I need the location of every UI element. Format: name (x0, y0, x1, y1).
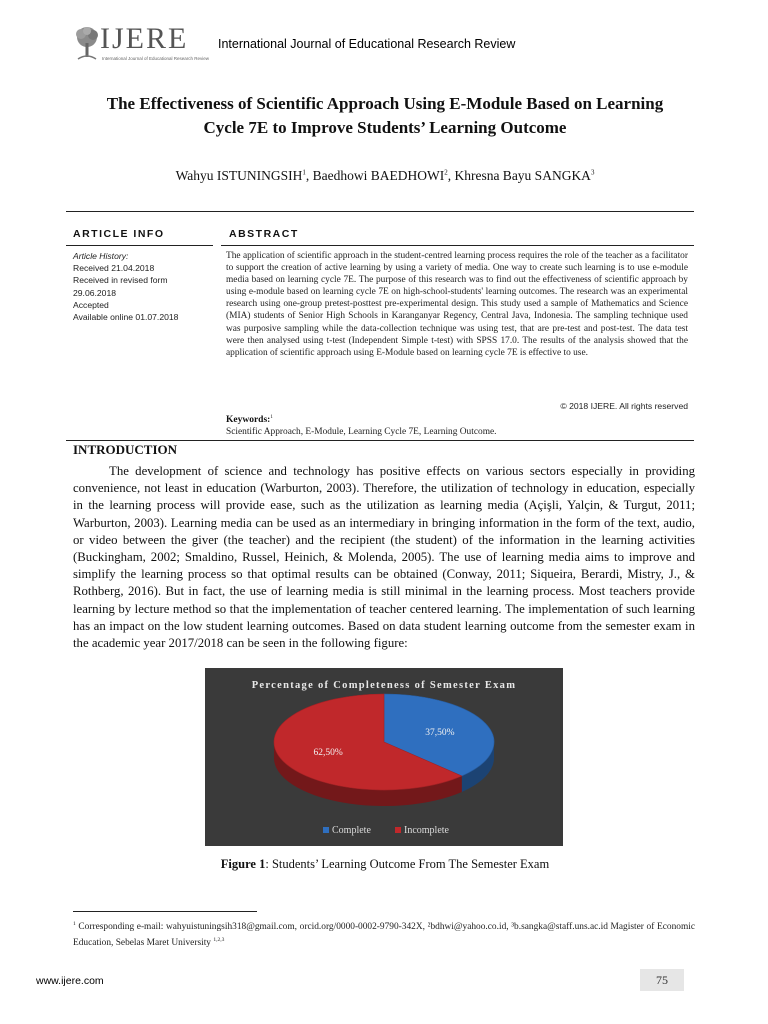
footnote-text: Corresponding e-mail: wahyuistuningsih318@gmail.com, orcid.org/0000-0002-9790-342X, ²bdhwi@yahoo.co.id, ³b.sangka@staff.uns.ac.id Magister of Economic Education, Sebelas Maret University (73, 922, 695, 948)
pie-data-label: 37,50% (425, 727, 455, 738)
author-sup: 1 (302, 168, 306, 177)
keywords-label: Keywords: (226, 415, 271, 426)
footnote-divider (73, 911, 257, 912)
legend-swatch (395, 827, 401, 833)
paper-title: The Effectiveness of Scientific Approach Using E-Module Based on Learning Cycle 7E to Improve Students’ Learning Outcome (106, 94, 664, 137)
keywords-text: Scientific Approach, E-Module, Learning Cycle 7E, Learning Outcome. (226, 427, 497, 437)
divider (221, 245, 694, 246)
author-name: Baedhowi BAEDHOWI (312, 168, 445, 183)
abstract-text: The application of scientific approach in the student-centred learning process requires the role of the teacher as a facilitator to support the creation of active learning by using a variety of media. One way to create such learning is to use e-module media based on learning cycle 7E. The purpose of this research was to find out the effectiveness of scientific approach by using e-module based on learning cycle 7E on high-school-students' learning outcomes. The research was an experimental research using one-group pretest-posttest pre-experimental design. This study used a sample of Mathematics and Science (MIA) students of Senior High Schools in Karanganyar Regency, Central Java, Indonesia. The sampling technique used was purposive sampling while the data-collection technique was using test, that are pre-test and post-test. The data test were then analysed using t-test (Independent Simple t-test) with SPSS 17.0. The results of the analysis showed that the application of scientific approach using E-Module based on learning cycle 7E is effective to use. (226, 251, 688, 358)
chart-title: Percentage of Completeness of Semester Exam (251, 680, 517, 691)
history-line: Accepted (73, 299, 109, 310)
introduction-paragraph: The development of science and technology has positive effects on various sectors especially in providing convenience, not least in education (Warburton, 2003). Therefore, the utilization of technology in education, especially in the learning process will provide ease, such as the utilization as learning media (Açişli, Yalçin, & Turgut, 2011; Warburton, 2003). Learning media can be used as an intermediary in bringing information in the form of the text, audio, or video between the giver (the teacher) and the recipient (the student) of the information in the learning activities (Buckingham, 2002; Smaldino, Russel, Heinich, & Molenda, 2005). The use of learning media aims to improve and simplify the learning process so that optimal results can be obtained (Conway, 2011; Siqueira, Berardi, Mistry, J., & Rothberg, 2016). But in fact, the use of learning media is still minimal in the learning process. Most teachers provide learning by lecture method so that the implementation of teacher centered learning. The implementation of such learning has an impact on the low student learning outcomes. Based on data student learning outcome from the semester exam in the academic year 2017/2018 can be seen in the following figure: (73, 464, 695, 651)
tree-logo-icon (72, 26, 102, 62)
page-number: 75 (640, 969, 684, 991)
article-history (73, 250, 218, 323)
keywords-heading (226, 415, 273, 425)
legend-swatch (323, 827, 329, 833)
article-info-heading: ARTICLE INFO (73, 228, 165, 240)
logo-text: IJERE (100, 22, 189, 55)
legend-label: Complete (332, 825, 371, 836)
pie-chart (205, 668, 563, 846)
footnote-sup: 1 (73, 921, 76, 927)
author-list: Wahyu ISTUNINGSIH$^1$, Baedhowi BAEDHOWI$^2$, Khresna Bayu SANGKA$^3$ (175, 168, 595, 183)
divider (66, 440, 694, 441)
history-line: Received 21.04.2018 (73, 263, 155, 274)
author-name: Khresna Bayu SANGKA (454, 168, 591, 183)
pie-chart-figure (205, 668, 563, 846)
history-line: 29.06.2018 (73, 287, 117, 298)
copyright-notice: © 2018 IJERE. All rights reserved (560, 401, 688, 411)
author-sup: 2 (444, 168, 448, 177)
divider (66, 211, 694, 212)
keywords-sup: 1 (270, 415, 273, 420)
figure-caption (90, 857, 680, 872)
figure-caption-text: : Students’ Learning Outcome From The Semester Exam (265, 857, 550, 871)
divider (66, 245, 213, 246)
abstract-heading: ABSTRACT (229, 228, 299, 240)
history-line: Received in revised form (73, 275, 168, 286)
logo-subtitle: International Journal of Educational Research Review (102, 56, 210, 61)
legend-label: Incomplete (404, 825, 449, 836)
author-sup: 3 (590, 168, 595, 177)
figure-label: Figure 1 (220, 857, 266, 871)
pie-data-label: 62,50% (313, 748, 343, 759)
journal-logo (72, 22, 210, 66)
footnote (73, 918, 695, 949)
author-name: Wahyu ISTUNINGSIH (175, 168, 303, 183)
history-label: Article History: (73, 251, 129, 261)
history-line: Available online 01.07.2018 (73, 312, 179, 323)
journal-name: International Journal of Educational Research Review (218, 37, 516, 51)
introduction-heading: INTRODUCTION (73, 442, 178, 457)
footnote-sup: 1,2,3 (213, 936, 225, 943)
site-url: www.ijere.com (36, 975, 104, 987)
